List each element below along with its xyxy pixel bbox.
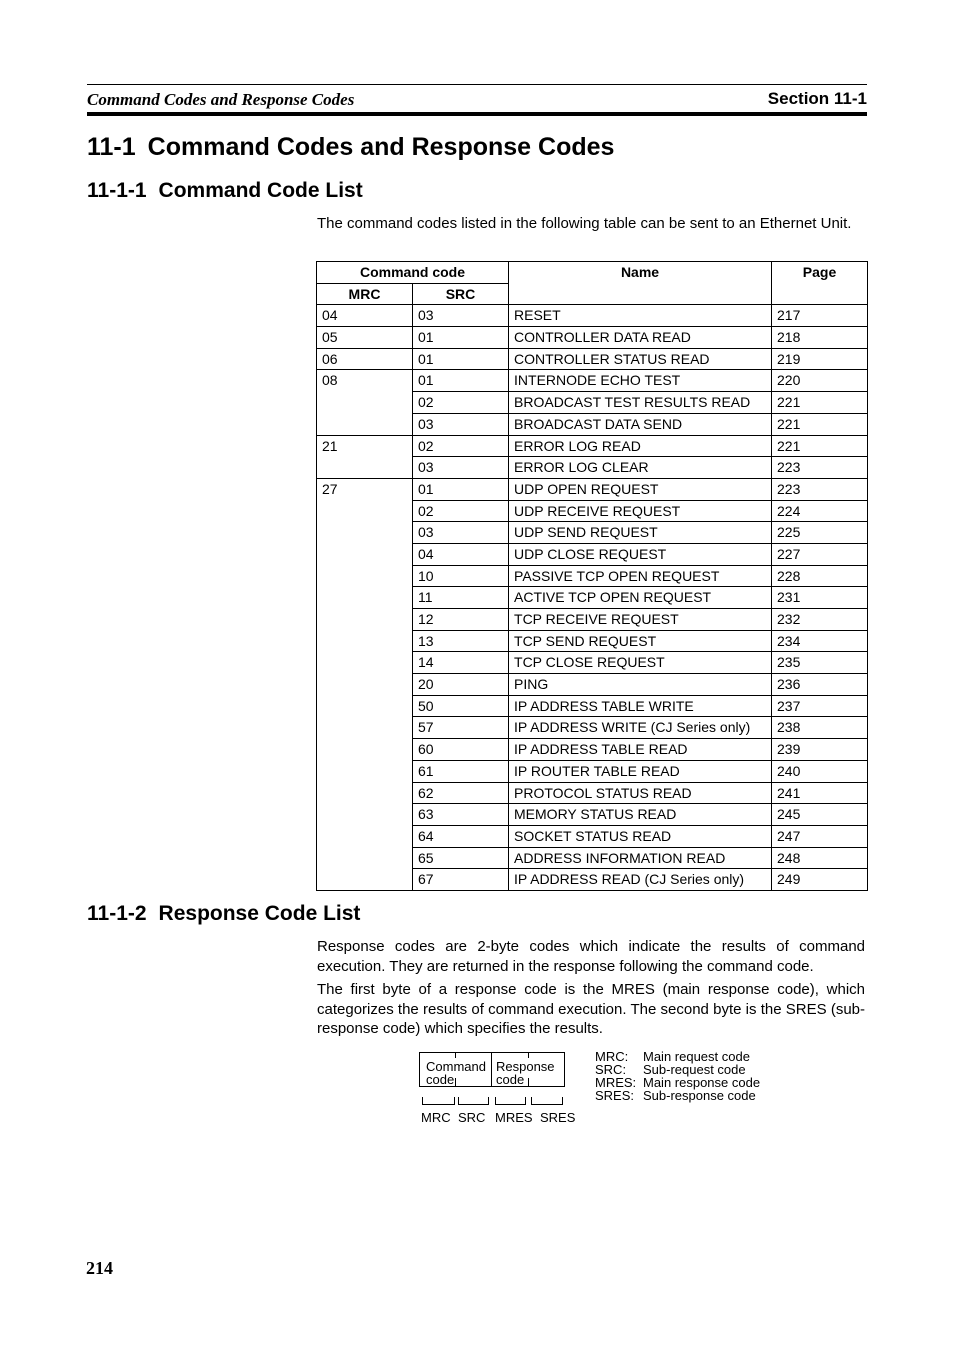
cell-name: PASSIVE TCP OPEN REQUEST [509, 565, 772, 587]
cell-name: IP ADDRESS TABLE WRITE [509, 695, 772, 717]
legend-row: SRC: Sub-request code [595, 1062, 746, 1077]
cell-src: 13 [413, 630, 509, 652]
cell-src: 03 [413, 413, 509, 435]
cell-src: 01 [413, 370, 509, 392]
cell-page: 247 [772, 825, 868, 847]
diagram-legend [595, 1050, 760, 1102]
cell-src: 10 [413, 565, 509, 587]
label-sres: SRES [540, 1110, 576, 1125]
cell-name: PROTOCOL STATUS READ [509, 782, 772, 804]
cell-src: 01 [413, 348, 509, 370]
cell-name: RESET [509, 305, 772, 327]
cell-page: 224 [772, 500, 868, 522]
running-header-title: Command Codes and Response Codes [87, 90, 355, 109]
header-command-code: Command code [317, 262, 509, 284]
cell-src: 01 [413, 327, 509, 349]
header-mrc: MRC [317, 283, 413, 305]
cell-page: 245 [772, 804, 868, 826]
header-name: Name [509, 262, 772, 305]
label-src: SRC [458, 1110, 486, 1125]
cell-page: 235 [772, 652, 868, 674]
legend-row: MRES: Main response code [595, 1075, 761, 1090]
cell-src: 03 [413, 522, 509, 544]
cell-name: UDP OPEN REQUEST [509, 478, 772, 500]
cell-page: 225 [772, 522, 868, 544]
cell-name: ACTIVE TCP OPEN REQUEST [509, 587, 772, 609]
command-table-body [317, 305, 868, 891]
table-row [317, 370, 868, 392]
cell-name: TCP RECEIVE REQUEST [509, 609, 772, 631]
response-paragraph-2: The first byte of a response code is the MRES (main response code), which categorizes the results of command execution. The second byte is the SRES (sub-response code) which specifies the results. [317, 981, 865, 1037]
subsection-number: 11-1-1 [87, 179, 147, 202]
command-code-table [316, 261, 868, 891]
cell-page: 221 [772, 435, 868, 457]
table-row [317, 478, 868, 500]
cell-page: 241 [772, 782, 868, 804]
cell-page: 234 [772, 630, 868, 652]
cell-page: 231 [772, 587, 868, 609]
label-mres: MRES [495, 1110, 533, 1125]
cell-mrc: 27 [317, 478, 413, 890]
cell-name: PING [509, 674, 772, 696]
cell-src: 03 [413, 457, 509, 479]
response-code-box-label: Response code [496, 1059, 555, 1087]
cell-page: 239 [772, 739, 868, 761]
cell-name: ERROR LOG CLEAR [509, 457, 772, 479]
cell-src: 65 [413, 847, 509, 869]
cell-src: 61 [413, 760, 509, 782]
command-code-box-label: Command code [426, 1059, 486, 1087]
cell-name: UDP CLOSE REQUEST [509, 543, 772, 565]
cell-name: INTERNODE ECHO TEST [509, 370, 772, 392]
cell-src: 03 [413, 305, 509, 327]
cell-src: 60 [413, 739, 509, 761]
cell-src: 11 [413, 587, 509, 609]
cell-src: 02 [413, 500, 509, 522]
table-row [317, 305, 868, 327]
cell-page: 220 [772, 370, 868, 392]
table-row [317, 327, 868, 349]
cell-page: 223 [772, 457, 868, 479]
cell-page: 223 [772, 478, 868, 500]
cell-name: BROADCAST DATA SEND [509, 413, 772, 435]
box-divider-tick-bottom [528, 1078, 529, 1087]
command-intro-paragraph: The command codes listed in the following table can be sent to an Ethernet Unit. [317, 215, 852, 232]
cell-page: 238 [772, 717, 868, 739]
mrc-bracket [422, 1097, 455, 1105]
cell-page: 217 [772, 305, 868, 327]
box-divider-tick-bottom [455, 1078, 456, 1087]
cell-name: IP ADDRESS TABLE READ [509, 739, 772, 761]
src-bracket [458, 1097, 489, 1105]
cell-page: 248 [772, 847, 868, 869]
box-divider-tick-top [528, 1052, 529, 1058]
legend-row: MRC: Main request code [595, 1049, 750, 1064]
cell-name: IP ROUTER TABLE READ [509, 760, 772, 782]
cell-page: 237 [772, 695, 868, 717]
mres-bracket [495, 1097, 526, 1105]
table-row [317, 435, 868, 457]
cell-src: 14 [413, 652, 509, 674]
cell-src: 04 [413, 543, 509, 565]
cell-name: SOCKET STATUS READ [509, 825, 772, 847]
sres-bracket [531, 1097, 563, 1105]
header-rule-bottom [87, 112, 867, 116]
cell-src: 50 [413, 695, 509, 717]
header-rule-top [87, 84, 867, 85]
cell-src: 20 [413, 674, 509, 696]
cell-name: CONTROLLER STATUS READ [509, 348, 772, 370]
cell-mrc: 06 [317, 348, 413, 370]
cell-page: 218 [772, 327, 868, 349]
box-divider-tick-top [455, 1052, 456, 1058]
cell-name: BROADCAST TEST RESULTS READ [509, 392, 772, 414]
cell-page: 221 [772, 413, 868, 435]
cell-page: 236 [772, 674, 868, 696]
header-page: Page [772, 262, 868, 305]
subsection-heading-response-code-list [87, 902, 360, 926]
subsection-heading-command-code-list [87, 179, 363, 203]
legend-row: SRES: Sub-response code [595, 1088, 756, 1103]
cell-src: 57 [413, 717, 509, 739]
cell-src: 64 [413, 825, 509, 847]
cell-name: TCP SEND REQUEST [509, 630, 772, 652]
section-heading [87, 133, 614, 162]
subsection-title: Command Code List [158, 179, 363, 202]
cell-name: CONTROLLER DATA READ [509, 327, 772, 349]
response-format-diagram [419, 1050, 779, 1130]
cell-page: 227 [772, 543, 868, 565]
cell-src: 67 [413, 869, 509, 891]
header-src: SRC [413, 283, 509, 305]
response-paragraph-1: Response codes are 2-byte codes which indicate the results of command execution. They are returned in the response following the command code. [317, 938, 865, 975]
page-number: 214 [86, 1258, 113, 1278]
cell-src: 12 [413, 609, 509, 631]
cell-name: IP ADDRESS READ (CJ Series only) [509, 869, 772, 891]
cell-name: TCP CLOSE REQUEST [509, 652, 772, 674]
cell-name: UDP RECEIVE REQUEST [509, 500, 772, 522]
cell-page: 249 [772, 869, 868, 891]
cell-mrc: 21 [317, 435, 413, 478]
cell-src: 01 [413, 478, 509, 500]
cell-src: 02 [413, 435, 509, 457]
cell-page: 240 [772, 760, 868, 782]
running-header-section: Section 11-1 [767, 89, 867, 108]
cell-src: 62 [413, 782, 509, 804]
cell-page: 221 [772, 392, 868, 414]
cell-name: ERROR LOG READ [509, 435, 772, 457]
cell-name: UDP SEND REQUEST [509, 522, 772, 544]
cell-name: MEMORY STATUS READ [509, 804, 772, 826]
table-row [317, 348, 868, 370]
cell-src: 63 [413, 804, 509, 826]
cell-name: ADDRESS INFORMATION READ [509, 847, 772, 869]
label-mrc: MRC [421, 1110, 451, 1125]
cell-mrc: 04 [317, 305, 413, 327]
cell-name: IP ADDRESS WRITE (CJ Series only) [509, 717, 772, 739]
cell-page: 232 [772, 609, 868, 631]
cell-mrc: 08 [317, 370, 413, 435]
subsection-number: 11-1-2 [87, 902, 147, 925]
cell-src: 02 [413, 392, 509, 414]
cell-page: 228 [772, 565, 868, 587]
section-title: Command Codes and Response Codes [147, 133, 615, 161]
section-number: 11-1 [87, 133, 136, 161]
subsection-title: Response Code List [158, 902, 361, 925]
cell-mrc: 05 [317, 327, 413, 349]
cell-page: 219 [772, 348, 868, 370]
